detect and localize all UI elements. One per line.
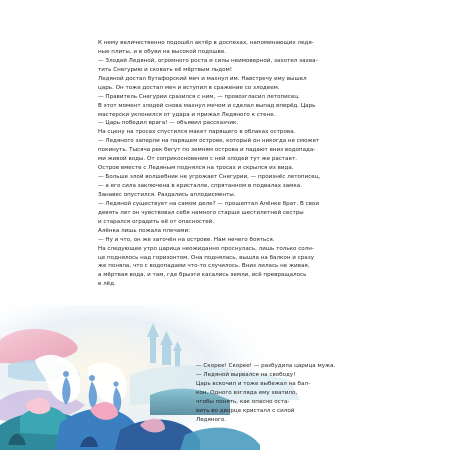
text-line: Ледяного. — [196, 416, 227, 423]
text-line: Царь вскочил и тоже выбежал на бал- — [196, 380, 310, 387]
text-line: — Ледяной вырвался на свободу! — [196, 371, 296, 378]
text-line: — Правитель Снегурии сразился с ним, — провозгласил летописец. — [98, 93, 300, 100]
text-line: Остров вместе с Ледяным поднялся на тросах и скрылся из вида. — [98, 165, 294, 172]
text-line: — Злодей Ледяной, огромного роста и силы неимоверной, захотел захва- — [98, 57, 318, 64]
text-line: Занавес опустился. Раздались аплодисменты. — [98, 191, 236, 198]
text-line: кон. Одного взгляда ему хватило, — [196, 389, 298, 396]
text-line: в лёд. — [98, 281, 116, 288]
text-line: царь. Он тоже достал меч и вступил в сражение со злодеем. — [98, 84, 280, 91]
text-line: К нему величественно подошёл актёр в доспехах, напоминающих ледя- — [98, 40, 314, 46]
text-line: — Ну и что, он же заточён на острове. Нам нечего бояться. — [98, 236, 275, 243]
text-line: девять лет он чувствовал себя намного старше шестилетней сестры — [98, 209, 304, 216]
story-text — [98, 39, 350, 289]
text-line: а мёртвая вода, и там, где брызги касались земли, всё превращалось — [98, 272, 307, 279]
text-line: В этот момент злодей снова махнул мечом и сделал выпад вперёд. Царь — [98, 102, 316, 109]
text-line: Ледяной достал бутафорский меч и махнул им. Навстречу ему вышел — [98, 75, 307, 82]
text-line: На следующее утро царица неожиданно проснулась, лишь только солн- — [98, 245, 314, 252]
text-line: тить Снегурию и сковать её мёртвым льдом! — [98, 66, 232, 73]
text-line: же поняла, что с водопадами что-то случилось. Вниз лилась не живая, — [98, 263, 310, 270]
text-line: чтобы понять, как опасно оста- — [196, 398, 290, 405]
text-line: На сцену на тросах спустился макет парящего в облаках острова. — [98, 129, 296, 136]
text-line: Алёнка лишь пожала плечами: — [98, 227, 190, 234]
text-line: — Ледяной существует на самом деле? — прошептал Алёнке брат. В свои — [98, 200, 319, 207]
text-line: — Больше злой волшебник не угрожает Снегурии, — произнёс летописец, — [98, 174, 321, 181]
text-line: ные плиты, и в обуви на высокой подошве. — [98, 48, 227, 55]
text-line: вить во дворце кристалл с силой — [196, 407, 295, 414]
text-line: — а его сила заключена в кристалле, спрятанном в подвалах замка. — [98, 183, 302, 189]
text-line: и старался оградить её от опасностей. — [98, 218, 215, 225]
text-line: мастерски уклонился от удара и прижал Ледяного к стене. — [98, 111, 276, 118]
text-line: покинуть. Тысяча рек бегут по земням острова и падают вниз водопада- — [98, 147, 316, 154]
text-line: — Царь победил врага! — объявил рассказчик. — [98, 120, 239, 127]
text-line: ми живой воды. От соприкосновения с ней злодей тут же растает. — [98, 156, 298, 163]
text-line: це поднялось над горизонтом. Она поднялась, вышла на балкон и сразу — [98, 254, 315, 261]
text-line: — Ледяного заперли на парящем острове, который он никогда не сможет — [98, 138, 320, 145]
text-line: — Скорее! Скорее! — разбудила царица мужа. — [196, 363, 336, 369]
story-text-right — [196, 362, 350, 425]
